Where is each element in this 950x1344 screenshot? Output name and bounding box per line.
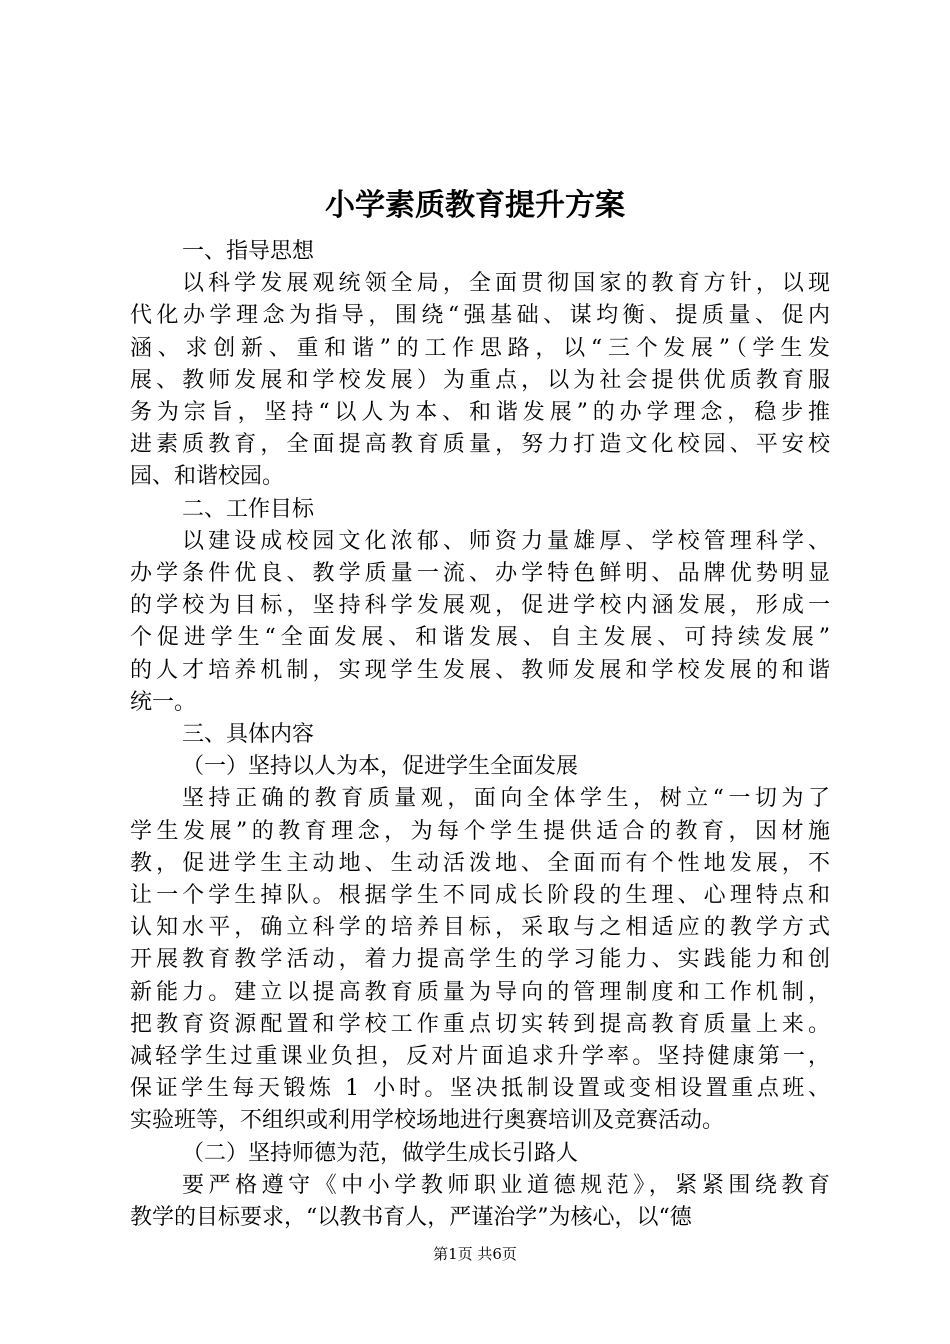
text-line xyxy=(0,558,950,590)
text-line xyxy=(0,1105,950,1137)
text-line-content: 把教育资源配置和学校工作重点切实转到提高教育质量上来。 xyxy=(130,1011,835,1037)
document-title: 小学素质教育提升方案 xyxy=(325,188,625,223)
text-line xyxy=(0,783,950,815)
text-line-content: 坚持正确的教育质量观，面向全体学生，树立“一切为了 xyxy=(182,786,835,812)
text-line xyxy=(0,300,950,332)
text-line xyxy=(0,751,950,783)
text-line xyxy=(0,622,950,654)
text-line xyxy=(0,333,950,365)
text-line-content: 的人才培养机制，实现学生发展、教师发展和学校发展的和谐 xyxy=(130,657,835,683)
text-line-content: 三、具体内容 xyxy=(182,722,315,747)
text-line xyxy=(0,719,950,751)
text-line-content: 认知水平，确立科学的培养目标，采取与之相适应的教学方式 xyxy=(130,915,835,941)
text-line-content: 的学校为目标，坚持科学发展观，促进学校内涵发展，形成一 xyxy=(130,593,835,619)
text-line xyxy=(0,944,950,976)
text-line-content: 保证学生每天锻炼 1 小时。坚决抵制设置或变相设置重点班、 xyxy=(130,1076,834,1102)
text-line xyxy=(0,494,950,526)
text-line-content: 个促进学生“全面发展、和谐发展、自主发展、可持续发展” xyxy=(130,625,835,651)
text-line-content: 展、教师发展和学校发展）为重点，以为社会提供优质教育服 xyxy=(130,367,835,393)
text-line-content: （二）坚持师德为范，做学生成长引路人 xyxy=(182,1140,579,1166)
text-line-content: 新能力。建立以提高教育质量为导向的管理制度和工作机制， xyxy=(130,979,835,1005)
text-line xyxy=(0,1202,950,1234)
text-line xyxy=(0,365,950,397)
text-line-content: 教，促进学生主动地、生动活泼地、全面而有个性地发展，不 xyxy=(130,850,835,876)
text-line-content: 以科学发展观统领全局，全面贯彻国家的教育方针，以现 xyxy=(182,271,835,297)
text-line-content: 减轻学生过重课业负担，反对片面追求升学率。坚持健康第一， xyxy=(130,1044,834,1069)
text-line-content: 实验班等，不组织或利用学校场地进行奥赛培训及竞赛活动。 xyxy=(130,1108,725,1134)
text-line-content: 办学条件优良、教学质量一流、办学特色鲜明、品牌优势明显 xyxy=(130,561,835,586)
text-line xyxy=(0,977,950,1009)
text-line xyxy=(0,1009,950,1041)
text-line-content: 园、和谐校园。 xyxy=(130,464,285,490)
text-line-content: 一、指导思想 xyxy=(182,239,315,264)
text-line xyxy=(0,590,950,622)
text-line xyxy=(0,526,950,558)
text-line xyxy=(0,687,950,719)
text-line xyxy=(0,397,950,429)
text-line xyxy=(0,1073,950,1105)
text-line xyxy=(0,461,950,493)
text-line xyxy=(0,655,950,687)
text-line-content: 进素质教育，全面提高教育质量，努力打造文化校园、平安校 xyxy=(130,432,835,458)
text-line-content: 涵、求创新、重和谐”的工作思路，以“三个发展”（学生发 xyxy=(130,335,836,361)
text-line-content: 以建设成校园文化浓郁、师资力量雄厚、学校管理科学、 xyxy=(182,528,835,554)
text-line-content: 务为宗旨，坚持“以人为本、和谐发展”的办学理念，稳步推 xyxy=(130,400,835,425)
text-line-content: 开展教育教学活动，着力提高学生的学习能力、实践能力和创 xyxy=(130,947,835,973)
text-line-content: 代化办学理念为指导，围绕“强基础、谋均衡、提质量、促内 xyxy=(130,303,835,329)
text-line xyxy=(0,880,950,912)
text-line-content: 教学的目标要求，“以教书育人，严谨治学”为核心，以“德 xyxy=(130,1205,692,1230)
text-line xyxy=(0,1041,950,1073)
text-line-content: （一）坚持以人为本，促进学生全面发展 xyxy=(182,754,579,780)
text-line xyxy=(0,912,950,944)
text-line xyxy=(0,429,950,461)
text-line-content: 学生发展”的教育理念，为每个学生提供适合的教育，因材施 xyxy=(130,818,835,844)
text-line-content: 要严格遵守《中小学教师职业道德规范》，紧紧围绕教育 xyxy=(182,1172,835,1198)
text-line xyxy=(0,1170,950,1202)
text-line-content: 统一。 xyxy=(130,689,197,715)
text-line-content: 二、工作目标 xyxy=(182,496,315,522)
text-line xyxy=(0,1138,950,1170)
text-line xyxy=(0,848,950,880)
page-footer: 第1页 共6页 xyxy=(433,1245,517,1263)
text-line xyxy=(0,236,950,268)
text-line xyxy=(0,268,950,300)
text-line xyxy=(0,816,950,848)
text-line-content: 让一个学生掉队。根据学生不同成长阶段的生理、心理特点和 xyxy=(130,883,835,908)
